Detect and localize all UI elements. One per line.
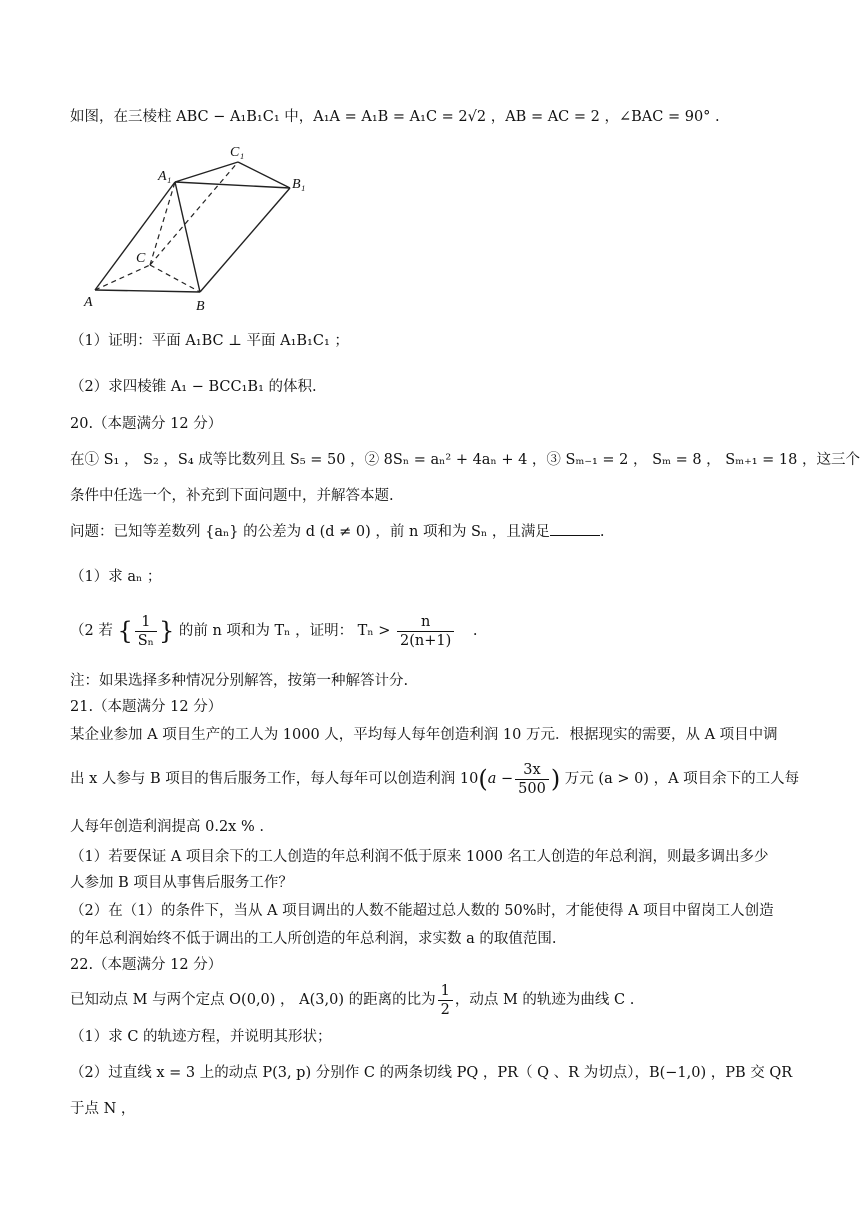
q20-part2-mid: 的前 n 项和为 Tₙ ，证明： Tₙ > [178,623,391,639]
q20-condition-line1: 在① S₁ ， S₂ ，S₄ 成等比数列且 S₅ = 50 ，② 8Sₙ = aₙ² + 4aₙ + 4 ，③ Sₘ₋₁ = 2 ， Sₘ = 8 ， Sₘ₊₁ = 18 ，这三个 [70,452,860,468]
edge-CA1-hidden [150,182,175,265]
frac-num: n [397,613,454,632]
q22-line1 [70,980,820,1020]
edge-AA1 [95,182,175,290]
q20-problem [70,521,820,543]
q21-part2-line1: （2）在（1）的条件下，当从 A 项目调出的人数不能超过总人数的 50%时，才能使得 A 项目中留岗工人创造 [70,903,774,919]
q22-part2-line2: 于点 N ， [70,1101,136,1117]
paren-close: ) [550,765,561,793]
fraction-n-over-2n1 [397,613,454,650]
brace-close: } [158,617,175,645]
q21-part2-line2: 的年总利润始终不低于调出的工人所创造的年总利润，求实数 a 的取值范围. [70,931,557,947]
q21-line2-prefix: 出 x 人参与 B 项目的售后服务工作，每人每年可以创造利润 10 [70,771,479,787]
q20-header: 20.（本题满分 12 分） [70,416,223,432]
q22-part2-line1: （2）过直线 x = 3 上的动点 P(3, p) 分别作 C 的两条切线 PQ ，PR（ Q 、R 为切点），B(−1,0) ，PB 交 QR [70,1065,793,1081]
edge-A1B1 [175,182,290,188]
frac-den: 2(n+1) [399,632,452,649]
frac-den: 2 [440,1001,450,1018]
frac-den: 500 [518,780,546,797]
q20-problem-end: . [599,524,605,540]
q20-part2-prefix: （2 若 [70,623,113,639]
q21-part1-line1: （1）若要保证 A 项目余下的工人创造的年总利润不低于原来 1000 名工人创造的年总利润，则最多调出多少 [70,849,769,865]
q20-part2 [70,610,820,652]
q19-part1: （1）证明：平面 A₁BC ⊥ 平面 A₁B₁C₁ ； [70,333,349,349]
q21-line1: 某企业参加 A 项目生产的工人为 1000 人，平均每人每年创造利润 10 万元．根据现实的需要，从 A 项目中调 [70,727,778,743]
fraction-1-over-Sn [135,613,157,650]
fraction-3x-over-500 [515,761,549,798]
q21-part1-line2: 人参加 B 项目从事售后服务工作？ [70,875,293,891]
q20-part2-end: . [472,623,478,639]
edge-AB [95,290,200,292]
frac-num: 3x [515,761,549,780]
edge-CB-hidden [150,265,200,292]
label-C1: C₁ [230,145,245,160]
label-B1: B₁ [292,177,306,192]
paren-open: ( [478,765,488,793]
q21-line3: 人每年创造利润提高 0.2x % . [70,819,264,835]
edge-C1B1 [238,162,290,188]
q22-header: 22.（本题满分 12 分） [70,957,223,973]
q20-problem-text: 问题：已知等差数列 {aₙ} 的公差为 d (d ≠ 0) ，前 n 项和为 Sₙ ，且满足 [70,524,550,540]
answer-blank [550,521,600,536]
label-A1: A₁ [158,169,172,184]
brace-open: { [117,617,133,645]
frac-num: 1 [135,613,157,632]
label-B: B [196,299,205,314]
q19-part2: （2）求四棱锥 A₁ − BCC₁B₁ 的体积. [70,379,317,395]
frac-num: 1 [438,982,453,1001]
q21-line2: 出 x 人参与 B 项目的售后服务工作，每人每年可以创造利润 10(a − $\frac{3x}{500}$ ) 万元 (a > 0) ，A 项目余下的工人每 [70,761,800,797]
q20-part1: （1）求 aₙ ； [70,569,162,585]
q22-line1-suffix: ，动点 M 的轨迹为曲线 C . [454,992,635,1008]
edge-BB1 [200,188,290,292]
q20-condition-line2: 条件中任选一个，补充到下面问题中，并解答本题. [70,488,394,504]
edge-BA1 [175,182,200,292]
edge-A1C1 [175,162,238,182]
frac-den: Sₙ [137,632,154,649]
q19-intro: 如图，在三棱柱 ABC − A₁B₁C₁ 中，A₁A = A₁B = A₁C = 2√2 ，AB = AC = 2 ，∠BAC = 90° . [70,109,720,125]
q21-header: 21.（本题满分 12 分） [70,699,223,715]
label-A: A [84,295,93,310]
edge-AC-hidden [95,265,150,290]
q21-line2-suffix: 万元 (a > 0) ，A 项目余下的工人每 [564,771,800,787]
fraction-1-over-2 [438,982,453,1019]
q22-part1: （1）求 C 的轨迹方程，并说明其形状； [70,1029,332,1045]
label-C: C [136,251,146,266]
q22-line1-prefix: 已知动点 M 与两个定点 O(0,0) ， A(3,0) 的距离的比为 [70,992,436,1008]
prism-figure [80,140,320,315]
q20-note: 注：如果选择多种情况分别解答，按第一种解答计分. [70,673,409,689]
